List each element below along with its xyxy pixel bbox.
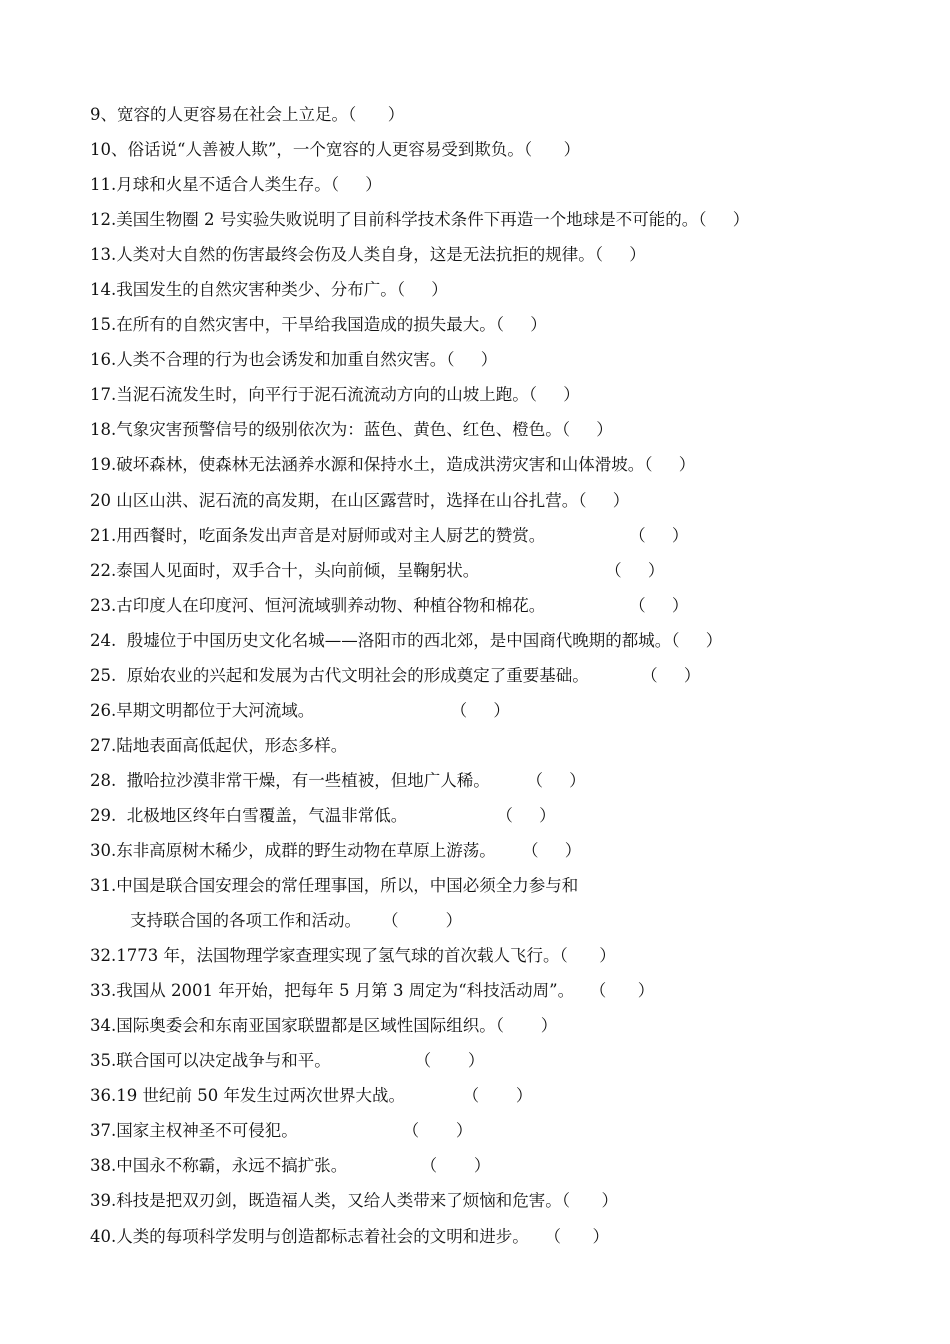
question-line: 19.破坏森林，使森林无法涵养水源和保持水土，造成洪涝灾害和山体滑坡。（ ） xyxy=(90,455,696,475)
question-line: 30.东非高原树木稀少，成群的野生动物在草原上游荡。 （ ） xyxy=(90,840,582,860)
question-line: 18.气象灾害预警信号的级别依次为：蓝色、黄色、红色、橙色。（ ） xyxy=(90,420,613,440)
question-line: 11.月球和火星不适合人类生存。（ ） xyxy=(90,175,382,195)
question-line-continuation: 支持联合国的各项工作和活动。 （ ） xyxy=(130,911,463,931)
question-line: 34.国际奥委会和东南亚国家联盟都是区域性国际组织。（ ） xyxy=(90,1016,558,1036)
question-line: 20 山区山洪、泥石流的高发期，在山区露营时，选择在山谷扎营。（ ） xyxy=(90,490,630,510)
question-line: 12.美国生物圈 2 号实验失败说明了目前科学技术条件下再造一个地球是不可能的。（ ） xyxy=(90,210,750,230)
question-line: 32.1773 年，法国物理学家查理实现了氢气球的首次载人飞行。（ ） xyxy=(90,946,616,966)
question-line: 36.19 世纪前 50 年发生过两次世界大战。 （ ） xyxy=(90,1086,533,1106)
question-line: 31.中国是联合国安理会的常任理事国，所以，中国必须全力参与和 xyxy=(90,876,579,896)
question-line: 38.中国永不称霸，永远不搞扩张。 （ ） xyxy=(90,1156,491,1176)
question-line: 28. 撒哈拉沙漠非常干燥，有一些植被，但地广人稀。 （ ） xyxy=(90,770,586,790)
question-line: 35.联合国可以决定战争与和平。 （ ） xyxy=(90,1051,485,1071)
question-line: 15.在所有的自然灾害中，干旱给我国造成的损失最大。（ ） xyxy=(90,315,547,335)
question-line: 9、宽容的人更容易在社会上立足。（ ） xyxy=(90,105,405,124)
question-line: 16.人类不合理的行为也会诱发和加重自然灾害。（ ） xyxy=(90,350,498,370)
question-line: 23.古印度人在印度河、恒河流域驯养动物、种植谷物和棉花。 （ ） xyxy=(90,595,689,615)
question-line: 17.当泥石流发生时，向平行于泥石流流动方向的山坡上跑。（ ） xyxy=(90,385,580,405)
question-line: 27.陆地表面高低起伏，形态多样。 xyxy=(90,735,348,755)
question-line: 10、俗话说“人善被人欺”，一个宽容的人更容易受到欺负。（ ） xyxy=(90,140,581,160)
question-list xyxy=(90,97,935,1254)
question-line: 40.人类的每项科学发明与创造都标志着社会的文明和进步。 （ ） xyxy=(90,1226,609,1246)
question-line: 21.用西餐时，吃面条发出声音是对厨师或对主人厨艺的赞赏。 （ ） xyxy=(90,525,689,545)
question-line: 13.人类对大自然的伤害最终会伤及人类自身，这是无法抗拒的规律。（ ） xyxy=(90,245,646,265)
question-line: 29. 北极地区终年白雪覆盖，气温非常低。 （ ） xyxy=(90,805,556,825)
question-line: 37.国家主权神圣不可侵犯。 （ ） xyxy=(90,1121,473,1141)
question-line: 26.早期文明都位于大河流域。 （ ） xyxy=(90,700,510,720)
question-line: 33.我国从 2001 年开始，把每年 5 月第 3 周定为“科技活动周”。 （ ） xyxy=(90,981,655,1001)
question-line: 22.泰国人见面时，双手合十，头向前倾，呈鞠躬状。 （ ） xyxy=(90,560,665,580)
question-line: 24. 殷墟位于中国历史文化名城——洛阳市的西北郊，是中国商代晚期的都城。（ ） xyxy=(90,630,723,650)
question-line: 25. 原始农业的兴起和发展为古代文明社会的形成奠定了重要基础。 （ ） xyxy=(90,665,701,685)
question-line: 14.我国发生的自然灾害种类少、分布广。（ ） xyxy=(90,280,448,300)
question-line: 39.科技是把双刃剑，既造福人类，又给人类带来了烦恼和危害。（ ） xyxy=(90,1191,618,1211)
